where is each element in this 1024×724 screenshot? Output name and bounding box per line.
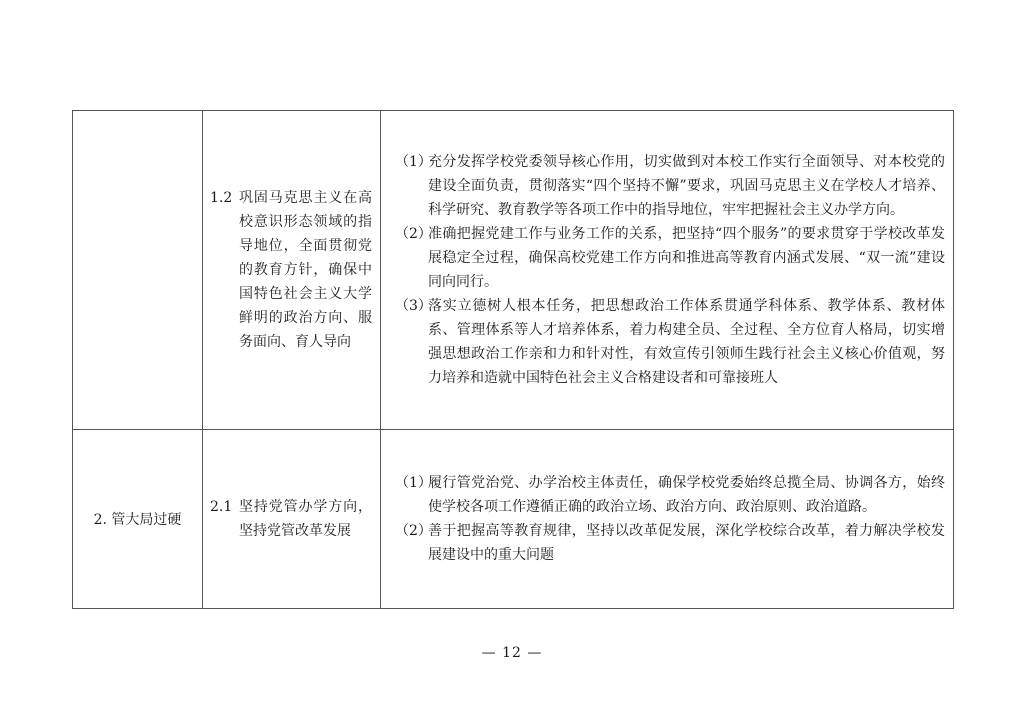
subcategory-number: 2.1 — [210, 499, 233, 515]
standards-table — [72, 110, 954, 609]
list-item — [395, 150, 945, 222]
table-row — [73, 111, 954, 430]
table-row — [73, 430, 954, 609]
item-number: （2） — [395, 523, 432, 539]
subcategory-number: 1.2 — [210, 190, 233, 206]
item-number: （1） — [395, 475, 432, 491]
page-number: — 12 — — [481, 645, 543, 661]
item-number: （1） — [395, 154, 432, 170]
subcategory-text: 坚持党管办学方向，坚持党管改革发展 — [239, 499, 372, 539]
item-number: （3） — [395, 298, 432, 314]
category-cell: 2. 管大局过硬 — [73, 430, 203, 609]
item-text: 充分发挥学校党委领导核心作用，切实做到对本校工作实行全面领导、对本校党的建设全面负责，贯彻落实“四个坚持不懈”要求，巩固马克思主义在学校人才培养、科学研究、教育教学等各项工作中的指导地位，牢牢把握社会主义办学方向。 — [428, 154, 945, 218]
item-text: 善于把握高等教育规律，坚持以改革促发展，深化学校综合改革，着力解决学校发展建设中的重大问题 — [428, 523, 945, 563]
category-cell — [73, 111, 203, 430]
list-item — [395, 519, 945, 567]
item-text: 准确把握党建工作与业务工作的关系，把坚持“四个服务”的要求贯穿于学校改革发展稳定全过程，确保高校党建工作方向和推进高等教育内涵式发展、“双一流”建设同向同行。 — [428, 226, 945, 290]
subcategory-cell — [203, 430, 381, 609]
requirements-cell — [381, 111, 954, 430]
subcategory-text: 巩固马克思主义在高校意识形态领域的指导地位，全面贯彻党的教育方针，确保中国特色社会主义大学鲜明的政治方向、服务面向、育人导向 — [239, 190, 372, 350]
item-text: 履行管党治党、办学治校主体责任，确保学校党委始终总揽全局、协调各方，始终使学校各项工作遵循正确的政治立场、政治方向、政治原则、政治道路。 — [428, 475, 945, 515]
list-item — [395, 222, 945, 294]
list-item — [395, 471, 945, 519]
list-item — [395, 294, 945, 390]
requirements-cell — [381, 430, 954, 609]
item-number: （2） — [395, 226, 432, 242]
item-text: 落实立德树人根本任务，把思想政治工作体系贯通学科体系、教学体系、教材体系、管理体系等人才培养体系，着力构建全员、全过程、全方位育人格局，切实增强思想政治工作亲和力和针对性，有效宣传引领师生践行社会主义核心价值观，努力培养和造就中国特色社会主义合格建设者和可靠接班人 — [428, 298, 945, 386]
subcategory-cell — [203, 111, 381, 430]
